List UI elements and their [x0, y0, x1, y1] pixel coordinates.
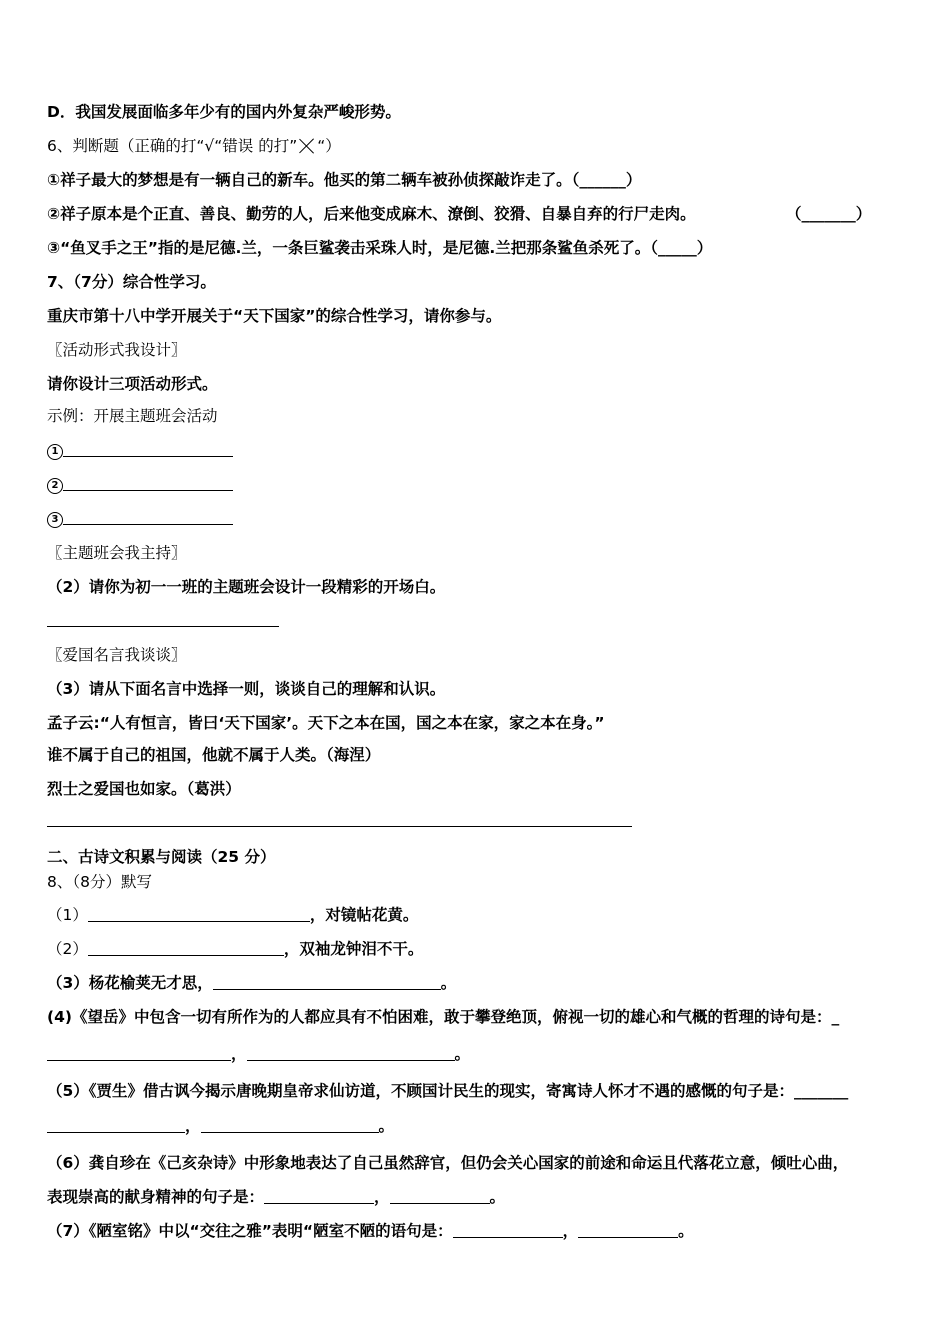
q8-item-6-separator: ，: [374, 1188, 390, 1206]
answer-blank: [63, 476, 233, 491]
answer-blank: [88, 941, 284, 956]
q8-item-4-end: 。: [454, 1045, 471, 1063]
q8-item-7-text: （7）《陋室铭》中以“交往之雅”表明“陋室不陋的语句是：: [47, 1222, 453, 1240]
answer-blank: [264, 1189, 374, 1204]
q7-section-1-title: 〖活动形式我设计〗: [47, 341, 187, 359]
part-2-heading: 二、古诗文积累与阅读（25 分）: [47, 848, 276, 866]
q7-section-3-title: 〖爱国名言我谈谈〗: [47, 646, 187, 664]
q6-heading: [47, 136, 341, 156]
q8-item-7-separator: ，: [562, 1222, 579, 1240]
q7-heading: 7、（7分）综合性学习。: [47, 273, 216, 291]
answer-blank: [390, 1189, 490, 1204]
answer-blank: [213, 975, 441, 990]
q6-heading-end: “）: [317, 137, 341, 155]
q8-item-2: [47, 939, 423, 959]
q8-item-6-answer: [47, 1187, 505, 1207]
circled-number-2: 2: [47, 478, 63, 494]
answer-blank: [453, 1223, 563, 1238]
q8-item-1: [47, 905, 418, 925]
q8-item-7-end: 。: [678, 1222, 694, 1240]
q7-section-1-question: 请你设计三项活动形式。: [47, 375, 218, 393]
q8-item-6: （6）龚自珍在《己亥杂诗》中形象地表达了自己虽然辞官，但仍会关心国家的前途和命运且代落花立意，倾吐心曲，: [47, 1154, 849, 1172]
cross-mark-icon: [299, 138, 315, 154]
q8-item-6-end: 。: [489, 1188, 506, 1206]
q7-section-2-title: 〖主题班会我主持〗: [47, 544, 187, 562]
q8-item-4-answer: [47, 1044, 470, 1064]
answer-blank: [578, 1223, 678, 1238]
q8-item-5: （5）《贾生》借古讽今揭示唐晚期皇帝求仙访道，不顾国计民生的现实，寄寓诗人怀才不遇的感慨的句子是：_______: [47, 1082, 849, 1100]
q8-item-1-number: （1）: [47, 906, 88, 924]
q8-item-5-separator: ，: [185, 1117, 201, 1135]
answer-rule-quote: [47, 826, 632, 827]
q6-item-3: ③“鱼叉手之王”指的是尼德.兰，一条巨鲨袭击采珠人时，是尼德.兰把那条鲨鱼杀死了。（_____）: [47, 239, 713, 257]
q8-item-1-text: ，对镜帖花黄。: [309, 906, 419, 924]
q7-section-3-question: （3）请从下面名言中选择一则，谈谈自己的理解和认识。: [47, 680, 446, 698]
answer-blank: [88, 907, 310, 922]
q7-intro: 重庆市第十八中学开展关于“天下国家”的综合性学习，请你参与。: [47, 307, 502, 325]
q8-heading: 8、（8分）默写: [47, 873, 152, 891]
q7-section-2-question: （2）请你为初一一班的主题班会设计一段精彩的开场白。: [47, 578, 446, 596]
q8-item-5-answer: [47, 1116, 394, 1136]
answer-line-3: [47, 508, 233, 528]
q6-item-1: ①祥子最大的梦想是有一辆自己的新车。他买的第二辆车被孙侦探敲诈走了。（______）: [47, 171, 642, 189]
circled-number-3: 3: [47, 512, 63, 528]
q7-example: 示例：开展主题班会活动: [47, 407, 218, 425]
q6-item-2: ②祥子原本是个正直、善良、勤劳的人，后来他变成麻木、潦倒、狡猾、自暴自弃的行尸走肉。: [47, 205, 696, 223]
q8-item-2-number: （2）: [47, 940, 88, 958]
answer-blank: [63, 510, 233, 525]
q8-item-3-end: 。: [440, 974, 457, 992]
answer-blank: [63, 442, 233, 457]
option-d: D．我国发展面临多年少有的国内外复杂严峻形势。: [47, 103, 401, 121]
quote-mencius: 孟子云:“人有恒言，皆曰‘天下国家’。天下之本在国，国之本在家，家之本在身。”: [47, 714, 605, 732]
q6-heading-text: 6、判断题（正确的打“√“错误 的打”: [47, 137, 298, 155]
circled-number-1: 1: [47, 444, 63, 460]
q8-item-3-text: （3）杨花榆荚无才思，: [47, 974, 213, 992]
answer-line-2: [47, 474, 233, 494]
answer-blank: [201, 1118, 379, 1133]
quote-heine: 谁不属于自己的祖国，他就不属于人类。（海涅）: [47, 746, 381, 764]
q8-item-4: (4)《望岳》中包含一切有所作为的人都应具有不怕困难，敢于攀登绝顶，俯视一切的雄心和气概的哲理的诗句是：_: [47, 1008, 840, 1026]
answer-blank: [247, 1046, 455, 1061]
q8-item-4-separator: ，: [231, 1045, 247, 1063]
q8-item-3: [47, 973, 456, 993]
q8-item-6-text: 表现崇高的献身精神的句子是：: [47, 1188, 265, 1206]
q8-item-5-end: 。: [378, 1117, 395, 1135]
answer-blank: [47, 1118, 185, 1133]
answer-rule-opening: [47, 626, 279, 627]
answer-blank: [47, 1046, 231, 1061]
answer-line-1: [47, 440, 233, 460]
quote-ge-hong: 烈士之爱国也如家。（葛洪）: [47, 780, 241, 798]
q8-item-7: [47, 1221, 694, 1241]
q8-item-2-text: ，双袖龙钟泪不干。: [283, 940, 424, 958]
q6-item-2-blank: （_______）: [786, 205, 872, 223]
